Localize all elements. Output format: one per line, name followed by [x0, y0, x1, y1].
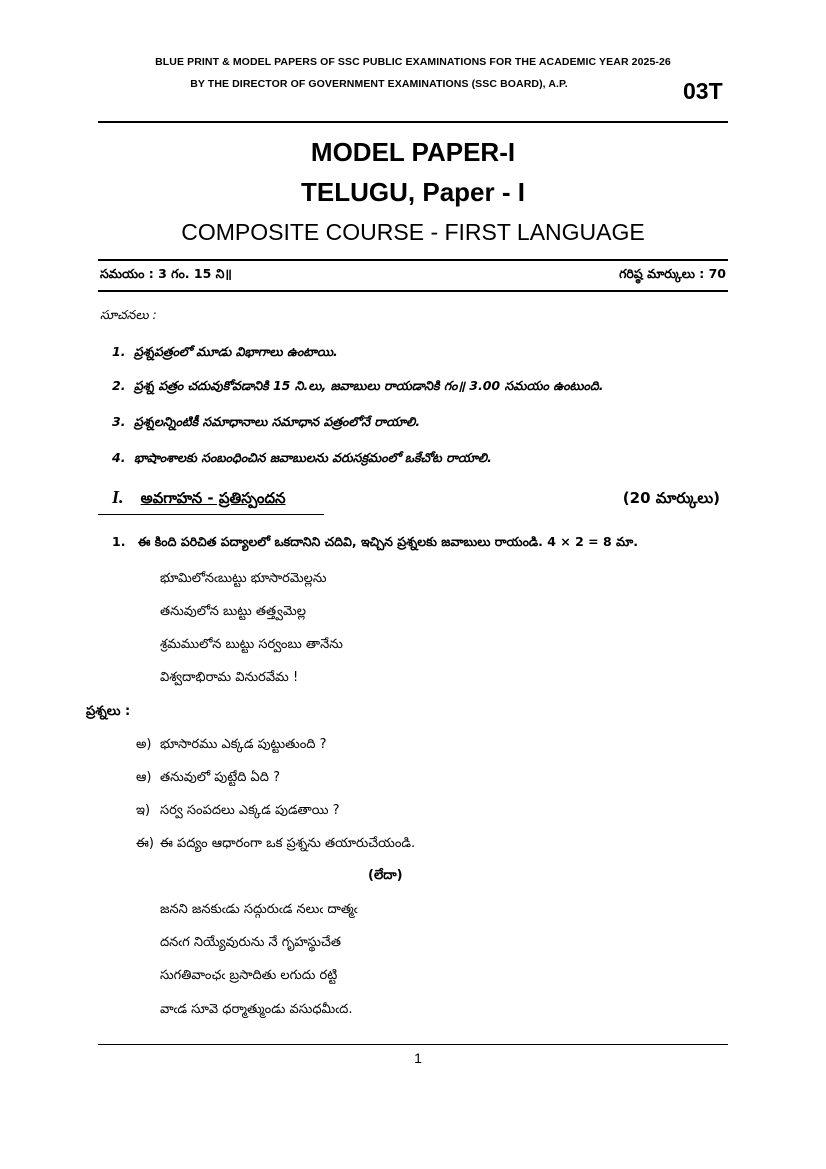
title-model-paper: MODEL PAPER-I [310, 137, 516, 167]
instruction-number: 3. [112, 414, 126, 429]
footer-divider [98, 1044, 728, 1045]
header-line-1: BLUE PRINT & MODEL PAPERS OF SSC PUBLIC EXAMINATIONS FOR THE ACADEMIC YEAR 2025-26 [155, 56, 671, 68]
paper-code: 03T [683, 78, 723, 104]
header-divider [98, 121, 728, 123]
questions-label: ప్రశ్నలు : [86, 704, 131, 719]
poem-line: సుగతివాంఛఁ బ్రసాదితు లగుదు రట్టి [160, 968, 338, 983]
instruction-item [112, 378, 603, 397]
sub-question-text: సర్వ సంపదలు ఎక్కడ పుడతాయి ? [160, 803, 340, 818]
title-subject: TELUGU, Paper - I [301, 177, 525, 207]
instruction-number: 4. [112, 450, 126, 465]
instruction-item [112, 414, 420, 433]
sub-question [136, 770, 280, 788]
meta-bottom-divider [98, 290, 728, 292]
question-1 [112, 534, 638, 553]
poem-line: జనని జనకుఁడు సద్గురుఁడ నలుఁ దాత్మఁ [160, 902, 358, 917]
instructions-title: సూచనలు : [100, 307, 157, 322]
sub-question-marker: ఇ) [136, 803, 151, 818]
meta-top-divider [98, 259, 728, 261]
section-marks: (20 మార్కులు) [622, 489, 720, 507]
instruction-item [112, 344, 338, 363]
sub-question-marker: అ) [136, 737, 152, 752]
poem-line: విశ్వదాభిరామ వినురవేమ ! [160, 670, 299, 685]
section-number: I. [112, 487, 124, 507]
question-text: ఈ కింది పరిచిత పద్యాలలో ఒకదానిని చదివి, ఇచ్చిన ప్రశ్నలకు జవాబులు రాయండి. 4 × 2 = 8 మా. [138, 534, 639, 549]
sub-question [136, 737, 327, 755]
sub-question [136, 836, 415, 854]
poem-line: భూమిలోనఁబుట్టు భూసారమెల్లను [160, 571, 327, 586]
sub-question [136, 803, 340, 821]
or-label: (లేదా) [368, 868, 403, 883]
title-course: COMPOSITE COURSE - FIRST LANGUAGE [181, 219, 645, 245]
sub-question-text: తనువులో పుట్టేది ఏది ? [160, 770, 280, 785]
section-heading [112, 487, 286, 511]
instruction-text: ప్రశ్నలన్నింటికీ సమాధానాలు సమాధాన పత్రంలోనే రాయాలి. [134, 414, 421, 429]
question-number: 1. [112, 534, 126, 549]
poem-line: దనఁగ నియ్యేవురును నే గృహస్థుచేత [160, 935, 342, 950]
instruction-text: భాషాంశాలకు సంబంధించిన జవాబులను వరుసక్రమంలో ఒకేచోట రాయాలి. [134, 450, 492, 465]
instruction-number: 2. [112, 378, 126, 393]
instruction-text: ప్రశ్నపత్రంలో మూడు విభాగాలు ఉంటాయి. [134, 344, 338, 359]
section-title: అవగాహన - ప్రతిస్పందన [140, 489, 286, 507]
sub-question-marker: ఈ) [136, 836, 154, 851]
time-allowed: సమయం : 3 గం. 15 ని॥ [100, 266, 232, 281]
sub-question-text: ఈ పద్యం ఆధారంగా ఒక ప్రశ్నను తయారుచేయండి. [160, 836, 416, 851]
page-number: 1 [414, 1050, 422, 1066]
sub-question-text: భూసారము ఎక్కడ పుట్టుతుంది ? [160, 737, 327, 752]
instruction-item [112, 450, 492, 469]
section-underline [98, 514, 324, 515]
sub-question-marker: ఆ) [136, 770, 152, 785]
max-marks: గరిష్ఠ మార్కులు : 70 [619, 266, 726, 281]
instruction-number: 1. [112, 344, 126, 359]
poem-line: వాఁడ సూవె ధర్మాత్ముండు వసుధమీఁద. [160, 1002, 353, 1017]
poem-line: తనువులోన బుట్టు తత్త్వమెల్ల [160, 604, 306, 619]
poem-line: శ్రమములోన బుట్టు సర్వంబు తానేను [160, 637, 343, 652]
instruction-text: ప్రశ్న పత్రం చదువుకోవడానికి 15 ని.లు, జవాబులు రాయడానికి గం॥ 3.00 సమయం ఉంటుంది. [134, 378, 604, 393]
header-line-2: BY THE DIRECTOR OF GOVERNMENT EXAMINATIONS (SSC BOARD), A.P. [190, 78, 568, 90]
